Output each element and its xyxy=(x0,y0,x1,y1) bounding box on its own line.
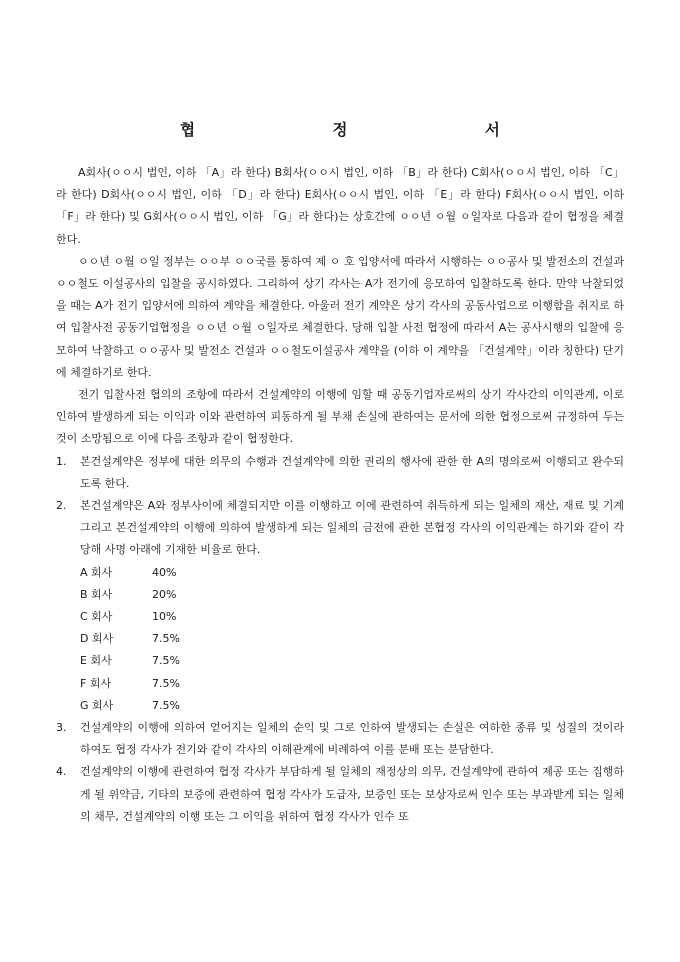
share-row xyxy=(56,695,624,717)
share-row xyxy=(56,628,624,650)
share-ratio: 7.5% xyxy=(152,676,180,690)
clause-text: 건설계약의 이행에 의하여 얻어지는 일체의 순익 및 그로 인하여 발생되는 손실은 여하한 종류 및 성질의 것이라 하여도 협정 각사가 전기와 같이 각사의 이해관계에 비례하여 이를 분배 또는 분담한다. xyxy=(80,721,624,757)
share-ratio: 40% xyxy=(152,565,177,579)
purpose-paragraph: 전기 입찰사전 협의의 조항에 따라서 건설계약의 이행에 임할 때 공동기업자로써의 상기 각사간의 이익관계, 이로 인하여 발생하게 되는 이익과 이와 관련하여 피동하게 될 부채 손실에 관하여는 문서에 의한 협정으로써 규정하여 두는 것이 소망됨으로 이에 다음 조항과 같이 협정한다. xyxy=(56,388,624,446)
share-row xyxy=(56,584,624,606)
share-ratio: 10% xyxy=(152,610,177,624)
clause-text: 건설계약의 이행에 관련하여 협정 각사가 부담하게 될 일체의 재정상의 의무, 건설계약에 관하여 제공 또는 집행하게 될 위약금, 기타의 보증에 관련하여 협정 각사가 도급자, 보증인 또는 보상자로써 인수 또는 부과받게 되는 일체의 채무, 건설계약의 이행 또는 그 이익을 위하여 협정 각사가 인수 또 xyxy=(80,765,624,823)
clause-item xyxy=(56,761,624,828)
clause-item xyxy=(56,717,624,761)
clause-list xyxy=(56,451,624,828)
document-title: 협 정 서 xyxy=(180,120,566,139)
share-ratio: 7.5% xyxy=(152,654,180,668)
clause-item xyxy=(56,451,624,495)
share-row xyxy=(56,606,624,628)
share-company: G 회사 xyxy=(80,698,114,712)
clause-number: 2. xyxy=(56,499,67,513)
document-body xyxy=(56,162,624,828)
share-company: A 회사 xyxy=(80,565,113,579)
share-company: C 회사 xyxy=(80,610,113,624)
share-company: E 회사 xyxy=(80,654,112,668)
share-company: F 회사 xyxy=(80,676,112,690)
share-ratio: 7.5% xyxy=(152,632,180,646)
share-company: B 회사 xyxy=(80,587,113,601)
clause-item xyxy=(56,495,624,562)
clause-text: 본건설계약은 정부에 대한 의무의 수행과 건설계약에 의한 권리의 행사에 관한 한 A의 명의로써 이행되고 완수되도록 한다. xyxy=(80,454,624,490)
intro-paragraph: A회사(ㅇㅇ시 법인, 이하 「A」라 한다) B회사(ㅇㅇ시 법인, 이하 「B」라 한다) C회사(ㅇㅇ시 법인, 이하 「C」라 한다) D회사(ㅇㅇ시 법인, 이하 「D」라 한다) E회사(ㅇㅇ시 법인, 이하 「E」라 한다) F회사(ㅇㅇ시 법인, 이하 「F」라 한다) 및 G회사(ㅇㅇ시 법인, 이하 「G」라 한다)는 상호간에 ㅇㅇ년 ㅇ월 ㅇ일자로 다음과 같이 협정을 체결한다. xyxy=(56,166,624,246)
share-row xyxy=(56,650,624,672)
clause-number: 3. xyxy=(56,721,67,735)
clause-number: 1. xyxy=(56,454,67,468)
share-row xyxy=(56,673,624,695)
clause-number: 4. xyxy=(56,765,67,779)
share-table xyxy=(56,562,624,717)
share-ratio: 20% xyxy=(152,587,177,601)
share-ratio: 7.5% xyxy=(152,698,180,712)
clause-text: 본건설계약은 A와 정부사이에 체결되지만 이를 이행하고 이에 관련하여 취득하게 되는 일체의 재산, 재료 및 기계 그리고 본건설계약의 이행에 의하여 발생하게 되는 일체의 금전에 관한 본협정 각사의 이익관계는 하기와 같이 각 당해 사명 아래에 기재한 비율로 한다. xyxy=(80,499,624,557)
share-row xyxy=(56,562,624,584)
share-company: D 회사 xyxy=(80,632,114,646)
background-paragraph: ㅇㅇ년 ㅇ월 ㅇ일 정부는 ㅇㅇ부 ㅇㅇ국를 통하여 제 ㅇ 호 입양서에 따라서 시행하는 ㅇㅇ공사 및 발전소의 건설과 ㅇㅇ철도 이설공사의 입찰을 공시하였다. 그리하여 상기 각사는 A가 전기에 응모하여 입찰하도록 한다. 만약 낙찰되었을 때는 A가 전기 입양서에 의하여 계약을 체결한다. 아울러 전기 계약은 상기 각사의 공동사업으로 이행함을 취지로 하여 입찰사전 공동기업협정을 ㅇㅇ년 ㅇ월 ㅇ일자로 체결한다. 당해 입찰 사전 협정에 따라서 A는 공사시행의 입찰에 응모하여 낙찰하고 ㅇㅇ공사 및 발전소 건설과 ㅇㅇ철도이설공사 계약을 (이하 이 계약을 「건설계약」이라 칭한다) 단기에 체결하기로 한다. xyxy=(56,254,624,379)
